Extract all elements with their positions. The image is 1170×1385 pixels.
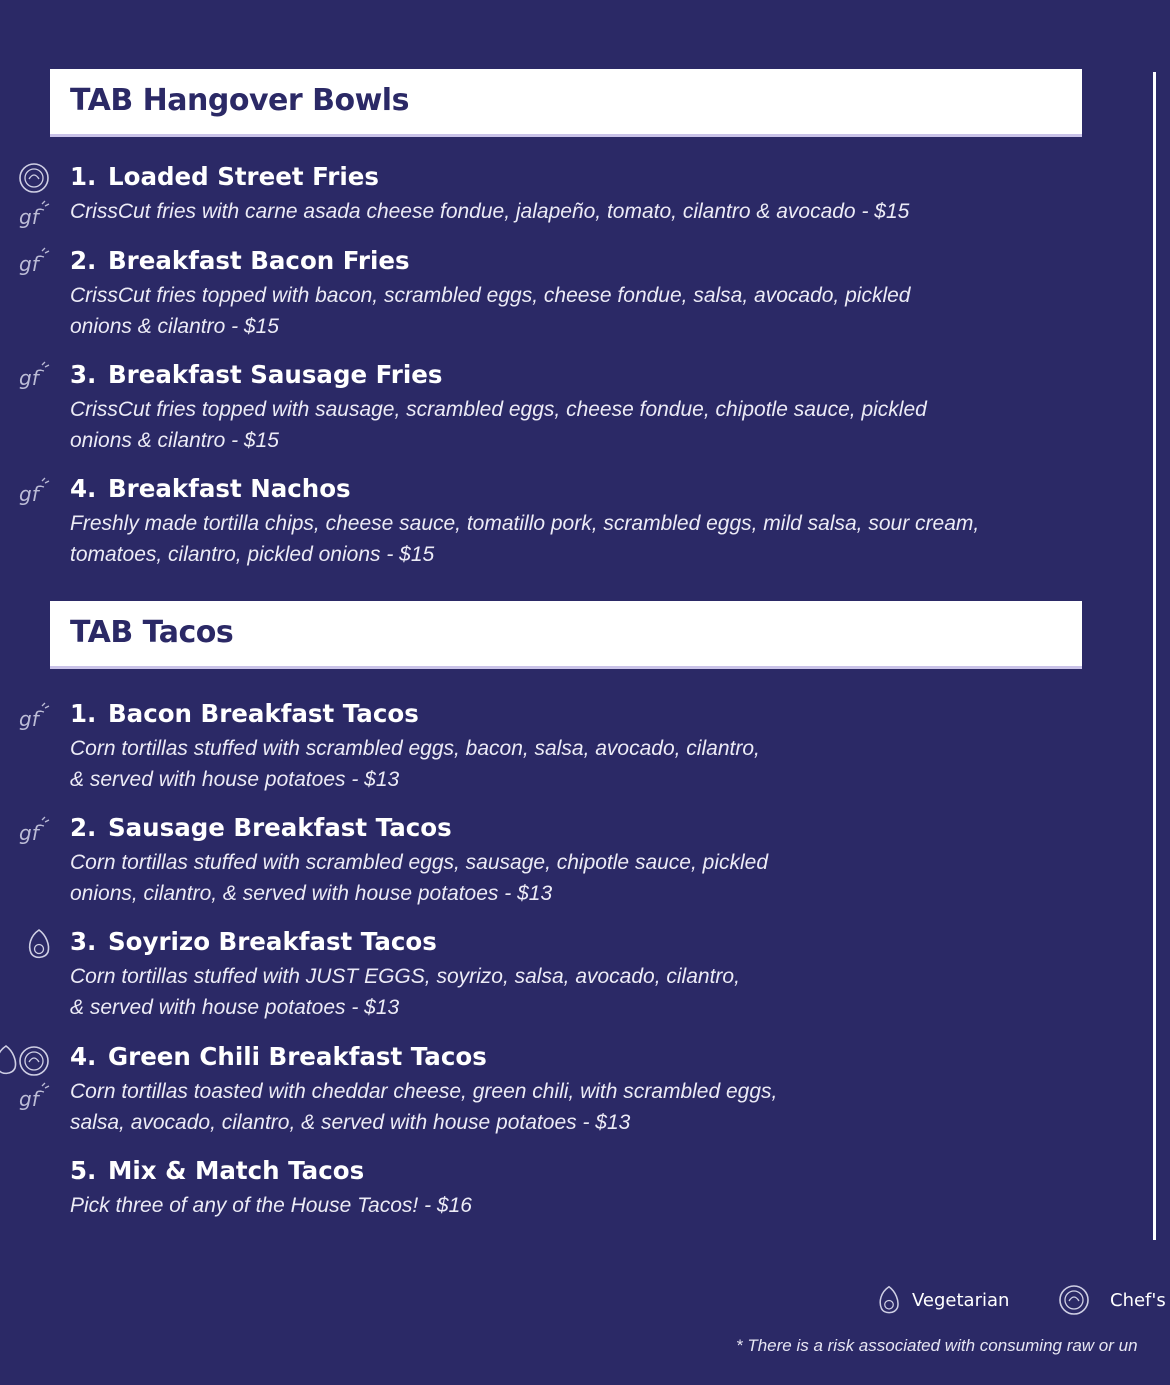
svg-text:gf: gf [19, 482, 39, 506]
item-description: & served with house potatoes - $13 [70, 995, 400, 1019]
menu-item [70, 245, 1110, 342]
svg-text:gf: gf [19, 366, 39, 390]
item-name: Breakfast Sausage Fries [108, 360, 443, 389]
item-name: Breakfast Nachos [108, 474, 351, 503]
gluten-free-icon [16, 245, 52, 281]
item-name: Soyrizo Breakfast Tacos [108, 927, 437, 956]
menu-item [70, 926, 1110, 1023]
item-name: Green Chili Breakfast Tacos [108, 1042, 487, 1071]
menu-item [70, 1155, 1110, 1222]
item-number: 3. [70, 927, 97, 956]
item-description: CrissCut fries topped with bacon, scrambled eggs, cheese fondue, salsa, avocado, pickled [70, 284, 911, 307]
item-description: CrissCut fries with carne asada cheese fondue, jalapeño, tomato, cilantro & avocado - $15 [70, 200, 910, 223]
chefs-pick-icon [1056, 1282, 1092, 1318]
gluten-free-icon [16, 700, 52, 736]
legend-label: Chef's [1110, 1290, 1166, 1311]
item-description: Corn tortillas toasted with cheddar cheese, green chili, with scrambled eggs, [70, 1080, 778, 1103]
menu-item [70, 161, 1110, 228]
item-description: onions & cilantro - $15 [70, 314, 279, 338]
item-name: Sausage Breakfast Tacos [108, 813, 452, 842]
section-header-hangover-bowls [50, 69, 1082, 137]
item-number: 4. [70, 474, 97, 503]
svg-text:gf: gf [19, 1087, 39, 1111]
item-number: 1. [70, 162, 97, 191]
menu-item [70, 473, 1110, 570]
disclaimer-text: * There is a risk associated with consuming raw or un [736, 1336, 1138, 1355]
gluten-free-icon [16, 359, 52, 395]
item-description: Pick three of any of the House Tacos! - $16 [70, 1194, 472, 1217]
item-description: Corn tortillas stuffed with JUST EGGS, soyrizo, salsa, avocado, cilantro, [70, 965, 740, 988]
item-name: Bacon Breakfast Tacos [108, 699, 419, 728]
item-description: Corn tortillas stuffed with scrambled eggs, sausage, chipotle sauce, pickled [70, 851, 769, 874]
vegetarian-icon [872, 1282, 908, 1318]
item-description: salsa, avocado, cilantro, & served with house potatoes - $13 [70, 1110, 631, 1134]
item-number: 5. [70, 1156, 97, 1185]
section-title: TAB Hangover Bowls [70, 83, 409, 118]
section-title: TAB Tacos [70, 615, 234, 650]
item-description: onions & cilantro - $15 [70, 428, 279, 452]
item-number: 2. [70, 813, 97, 842]
svg-text:gf: gf [19, 252, 39, 276]
item-number: 4. [70, 1042, 97, 1071]
chefs-pick-icon [16, 160, 52, 196]
item-description: Corn tortillas stuffed with scrambled eggs, bacon, salsa, avocado, cilantro, [70, 737, 760, 760]
item-number: 2. [70, 246, 97, 275]
chefs-pick-icon [16, 1043, 52, 1079]
gluten-free-icon [16, 1080, 52, 1116]
item-description: onions, cilantro, & served with house potatoes - $13 [70, 881, 553, 905]
menu-item [70, 812, 1110, 909]
svg-text:gf: gf [19, 707, 39, 731]
item-name: Mix & Match Tacos [108, 1156, 365, 1185]
legend-label: Vegetarian [912, 1290, 1010, 1311]
menu-item [70, 359, 1110, 456]
menu-item [70, 698, 1110, 795]
section-header-tacos [50, 601, 1082, 669]
gluten-free-icon [16, 198, 52, 234]
item-number: 3. [70, 360, 97, 389]
svg-text:gf: gf [19, 821, 39, 845]
legend-vegetarian [872, 1282, 1022, 1318]
gluten-free-icon [16, 814, 52, 850]
gluten-free-icon [16, 475, 52, 511]
item-description: CrissCut fries topped with sausage, scrambled eggs, cheese fondue, chipotle sauce, pickled [70, 398, 927, 421]
column-divider [1153, 72, 1156, 1240]
svg-text:gf: gf [19, 205, 39, 229]
item-name: Breakfast Bacon Fries [108, 246, 410, 275]
item-name: Loaded Street Fries [108, 162, 379, 191]
menu-item [70, 1041, 1110, 1138]
item-number: 1. [70, 699, 97, 728]
item-description: & served with house potatoes - $13 [70, 767, 400, 791]
item-description: tomatoes, cilantro, pickled onions - $15 [70, 542, 435, 566]
item-description: Freshly made tortilla chips, cheese sauce, tomatillo pork, scrambled eggs, mild salsa, sour cream, [70, 512, 980, 535]
legend-chefs [1056, 1282, 1170, 1318]
vegetarian-icon [21, 926, 57, 962]
